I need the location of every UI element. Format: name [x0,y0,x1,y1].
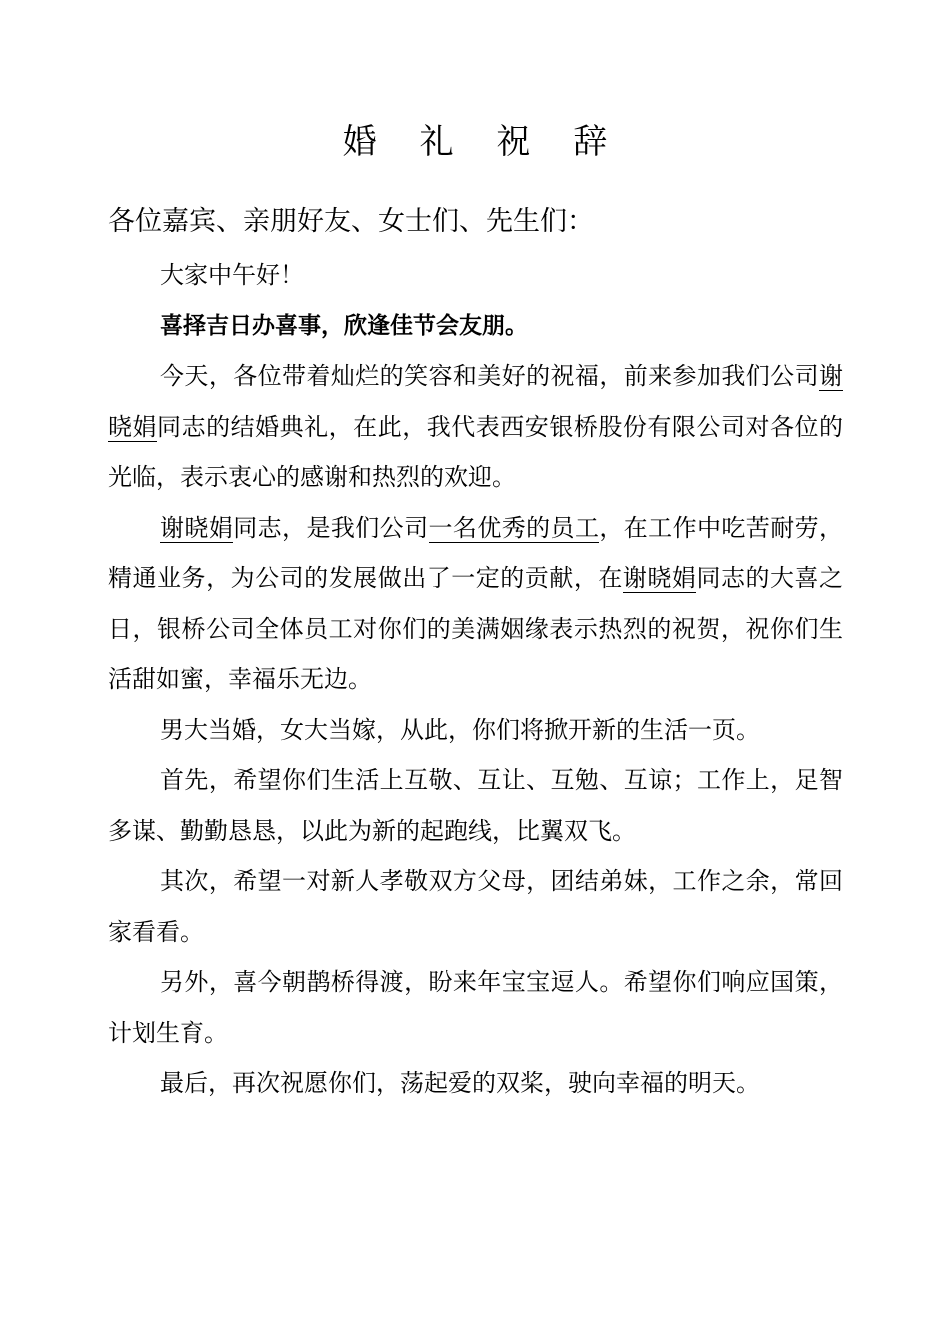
welcome-text-start: 今天，各位带着灿烂的笑容和美好的祝福，前来参加我们公司 [160,362,819,390]
salutation: 各位嘉宾、亲朋好友、女士们、先生们： [108,206,594,237]
motto-paragraph: 喜择吉日办喜事，欣逢佳节会友朋。 [160,312,528,339]
wish-first-paragraph: 首先，希望你们生活上互敬、互让、互勉、互谅；工作上，足智多谋、勤勤恳恳，以此为新的起跑线，比翼双飞。 [108,766,843,845]
praise-text-2: ，在工作中吃苦耐劳，精通业务，为公司的发展做出了一定的贡献，在 [108,513,844,592]
speech-body [108,250,843,1109]
underlined-name: 谢晓娟 [622,564,697,592]
underlined-praise: 一名优秀的员工 [428,513,600,542]
welcome-paragraph [108,351,843,503]
wish-second-paragraph: 其次，希望一对新人孝敬双方父母，团结弟妹，工作之余，常回家看看。 [108,867,843,946]
greeting-paragraph: 大家中午好！ [160,261,304,289]
underlined-name: 谢晓娟 [108,362,843,441]
underlined-name: 谢晓娟 [160,513,234,542]
praise-text-1: 同志，是我们公司 [233,513,429,542]
document-title: 婚 礼 祝 辞 [342,122,624,162]
marriage-paragraph: 男大当婚，女大当嫁，从此，你们将掀开新的生活一页。 [160,715,760,744]
praise-text-3: 同志的大喜之日，银桥公司全体员工对你们的美满姻缘表示热烈的祝贺，祝你们生活甜如蜜，幸福乐无边。 [108,564,844,693]
wish-third-paragraph: 另外，喜今朝鹊桥得渡，盼来年宝宝逗人。希望你们响应国策，计划生育。 [108,968,843,1047]
praise-paragraph [108,503,843,705]
closing-paragraph: 最后，再次祝愿你们，荡起爱的双桨，驶向幸福的明天。 [160,1069,760,1097]
welcome-text-end: 同志的结婚典礼，在此，我代表西安银桥股份有限公司对各位的光临，表示衷心的感谢和热烈的欢迎。 [108,412,844,491]
